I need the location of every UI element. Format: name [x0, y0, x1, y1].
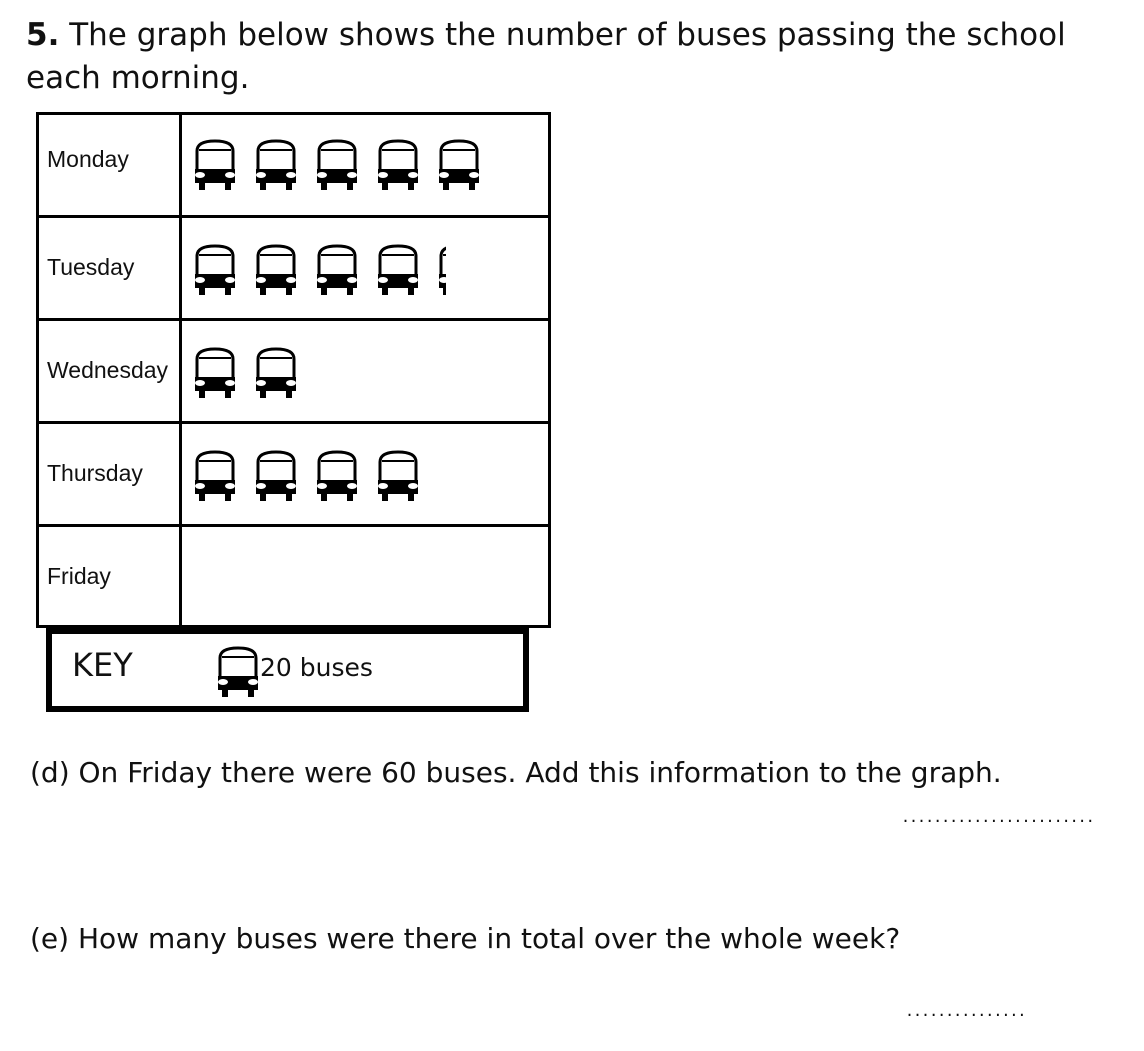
- question-title: [26, 14, 1106, 100]
- bus-icon: [191, 345, 239, 401]
- bus-icon: [374, 448, 422, 504]
- key-value: 20 buses: [260, 653, 373, 682]
- day-label: Friday: [47, 563, 111, 589]
- bus-icon: [252, 345, 300, 401]
- question-number: 5.: [26, 17, 60, 53]
- bus-icon: [191, 137, 239, 193]
- pictogram-row-thursday: [39, 424, 548, 527]
- key-box: [46, 628, 529, 712]
- pictogram-row-friday: [39, 527, 548, 630]
- answer-line-e[interactable]: ...............: [905, 1002, 1026, 1020]
- day-label: Tuesday: [47, 254, 135, 280]
- pictogram-row-tuesday: [39, 218, 548, 321]
- key-label: KEY: [72, 646, 133, 684]
- answer-line-d[interactable]: ........................: [901, 808, 1094, 826]
- question-text: The graph below shows the number of buses passing the school each morning.: [26, 17, 1066, 96]
- pictogram-table: [36, 112, 551, 628]
- day-label: Wednesday: [47, 357, 169, 383]
- bus-icon: [191, 242, 239, 298]
- bus-icon: [191, 448, 239, 504]
- question-part-e: (e) How many buses were there in total over the whole week?: [30, 922, 901, 955]
- question-part-d: (d) On Friday there were 60 buses. Add this information to the graph.: [30, 756, 1002, 789]
- bus-icon: [252, 242, 300, 298]
- bus-icon: [374, 242, 422, 298]
- day-label: Thursday: [47, 460, 143, 486]
- bus-icon: [252, 137, 300, 193]
- pictogram-row-monday: [39, 115, 548, 218]
- pictogram-row-wednesday: [39, 321, 548, 424]
- day-label: Monday: [47, 146, 129, 172]
- bus-icon: [374, 137, 422, 193]
- bus-icon: [252, 448, 300, 504]
- bus-icon: [313, 242, 361, 298]
- bus-icon: [214, 644, 262, 705]
- bus-icon: [313, 137, 361, 193]
- bus-icon: [435, 242, 446, 298]
- bus-icon: [313, 448, 361, 504]
- bus-icon: [435, 137, 483, 193]
